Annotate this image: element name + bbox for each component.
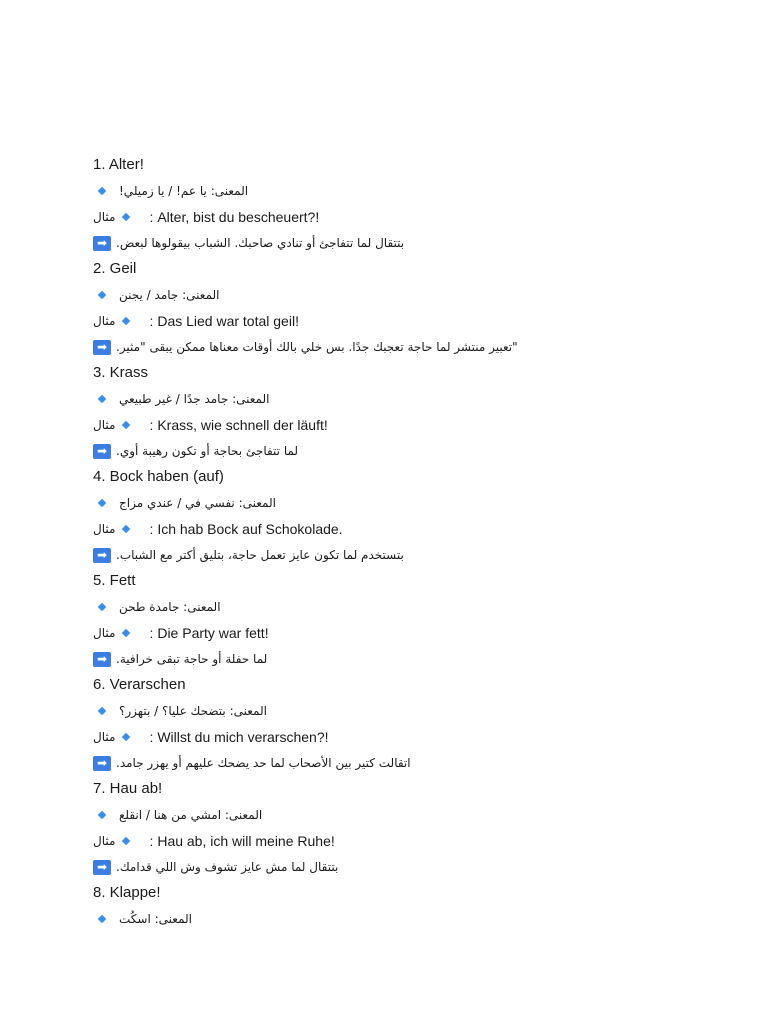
example-row: [93, 831, 713, 851]
blue-diamond-icon: [98, 707, 106, 715]
note-row: [93, 233, 713, 253]
example-row: [93, 623, 713, 643]
entry-heading: 6. Verarschen: [93, 676, 186, 693]
blue-diamond-icon: [122, 525, 130, 533]
vocab-list: [93, 155, 713, 935]
example-row: [93, 207, 713, 227]
blue-diamond-icon: [122, 837, 130, 845]
blue-diamond-icon: [98, 915, 106, 923]
entry-heading: 1. Alter!: [93, 156, 144, 173]
blue-diamond-icon: [98, 499, 106, 507]
example-colon: :: [149, 833, 154, 849]
example-text: Ich hab Bock auf Schokolade.: [157, 521, 343, 537]
example-colon: :: [149, 521, 154, 537]
note-row: [93, 857, 713, 877]
right-arrow-icon: ➡: [93, 860, 111, 875]
right-arrow-icon: ➡: [93, 444, 111, 459]
meaning-row: [99, 493, 713, 513]
meaning-text: المعنى: يا عم! / يا زميلي!: [119, 184, 249, 198]
meaning-row: [99, 805, 713, 825]
note-text: بتستخدم لما تكون عايز تعمل حاجة، بتليق أكتر مع الشباب.: [116, 548, 404, 562]
meaning-row: [99, 597, 713, 617]
example-text: Krass, wie schnell der läuft!: [157, 417, 328, 433]
note-row: [93, 545, 713, 565]
entry-8: [93, 883, 713, 929]
example-label: مثال: [93, 522, 116, 536]
meaning-text: المعنى: امشي من هنا / انقلع: [119, 808, 263, 822]
note-text: بتتقال لما مش عايز تشوف وش اللي قدامك.: [116, 860, 339, 874]
blue-diamond-icon: [122, 629, 130, 637]
meaning-text: المعنى: جامد جدًا / غير طبيعي: [119, 392, 270, 406]
entry-5: [93, 571, 713, 669]
entry-1: [93, 155, 713, 253]
example-text: Die Party war fett!: [157, 625, 269, 641]
meaning-text: المعنى: نفسي في / عندي مزاج: [119, 496, 276, 510]
example-row: [93, 519, 713, 539]
example-colon: :: [149, 313, 154, 329]
meaning-row: [99, 701, 713, 721]
entry-4: [93, 467, 713, 565]
example-colon: :: [149, 417, 154, 433]
example-label: مثال: [93, 626, 116, 640]
right-arrow-icon: ➡: [93, 236, 111, 251]
meaning-text: المعنى: جامد / يجنن: [119, 288, 220, 302]
blue-diamond-icon: [98, 811, 106, 819]
blue-diamond-icon: [122, 317, 130, 325]
example-row: [93, 311, 713, 331]
blue-diamond-icon: [98, 291, 106, 299]
example-label: مثال: [93, 314, 116, 328]
blue-diamond-icon: [98, 603, 106, 611]
entry-heading: 3. Krass: [93, 364, 149, 381]
entry-heading: 2. Geil: [93, 260, 137, 277]
meaning-row: [99, 285, 713, 305]
note-text: لما حفلة أو حاجة تبقى خرافية.: [116, 652, 268, 666]
note-text: لما تتفاجئ بحاجة أو تكون رهيبة أوي.: [116, 444, 299, 458]
right-arrow-icon: ➡: [93, 756, 111, 771]
note-text: بتتقال لما تتفاجئ أو تنادي صاحبك. الشباب بيقولوها لبعض.: [116, 236, 405, 250]
meaning-row: [99, 389, 713, 409]
example-text: Alter, bist du bescheuert?!: [157, 209, 320, 225]
note-row: [93, 337, 713, 357]
note-text: "تعبير منتشر لما حاجة تعجبك جدًا. بس خلي بالك أوقات معناها ممكن يبقى "مثير.: [116, 340, 518, 354]
blue-diamond-icon: [122, 213, 130, 221]
example-colon: :: [149, 209, 154, 225]
note-row: [93, 441, 713, 461]
meaning-text: المعنى: جامدة طحن: [119, 600, 221, 614]
right-arrow-icon: ➡: [93, 652, 111, 667]
right-arrow-icon: ➡: [93, 548, 111, 563]
entry-6: [93, 675, 713, 773]
example-colon: :: [149, 729, 154, 745]
meaning-row: [99, 909, 713, 929]
example-text: Willst du mich verarschen?!: [157, 729, 329, 745]
entry-7: [93, 779, 713, 877]
meaning-text: المعنى: بتضحك عليا؟ / بتهزر؟: [119, 704, 267, 718]
example-label: مثال: [93, 418, 116, 432]
example-colon: :: [149, 625, 154, 641]
note-row: [93, 649, 713, 669]
blue-diamond-icon: [122, 421, 130, 429]
example-label: مثال: [93, 834, 116, 848]
example-text: Hau ab, ich will meine Ruhe!: [157, 833, 335, 849]
entry-heading: 8. Klappe!: [93, 884, 161, 901]
example-label: مثال: [93, 210, 116, 224]
meaning-row: [99, 181, 713, 201]
example-text: Das Lied war total geil!: [157, 313, 299, 329]
entry-heading: 5. Fett: [93, 572, 136, 589]
right-arrow-icon: ➡: [93, 340, 111, 355]
entry-2: [93, 259, 713, 357]
example-row: [93, 727, 713, 747]
blue-diamond-icon: [98, 395, 106, 403]
example-row: [93, 415, 713, 435]
note-text: اتقالت كتير بين الأصحاب لما حد يضحك عليهم أو يهزر جامد.: [116, 756, 411, 770]
blue-diamond-icon: [98, 187, 106, 195]
entry-heading: 7. Hau ab!: [93, 780, 163, 797]
blue-diamond-icon: [122, 733, 130, 741]
entry-heading: 4. Bock haben (auf): [93, 468, 224, 485]
note-row: [93, 753, 713, 773]
meaning-text: المعنى: اسكُت: [119, 912, 192, 926]
entry-3: [93, 363, 713, 461]
example-label: مثال: [93, 730, 116, 744]
